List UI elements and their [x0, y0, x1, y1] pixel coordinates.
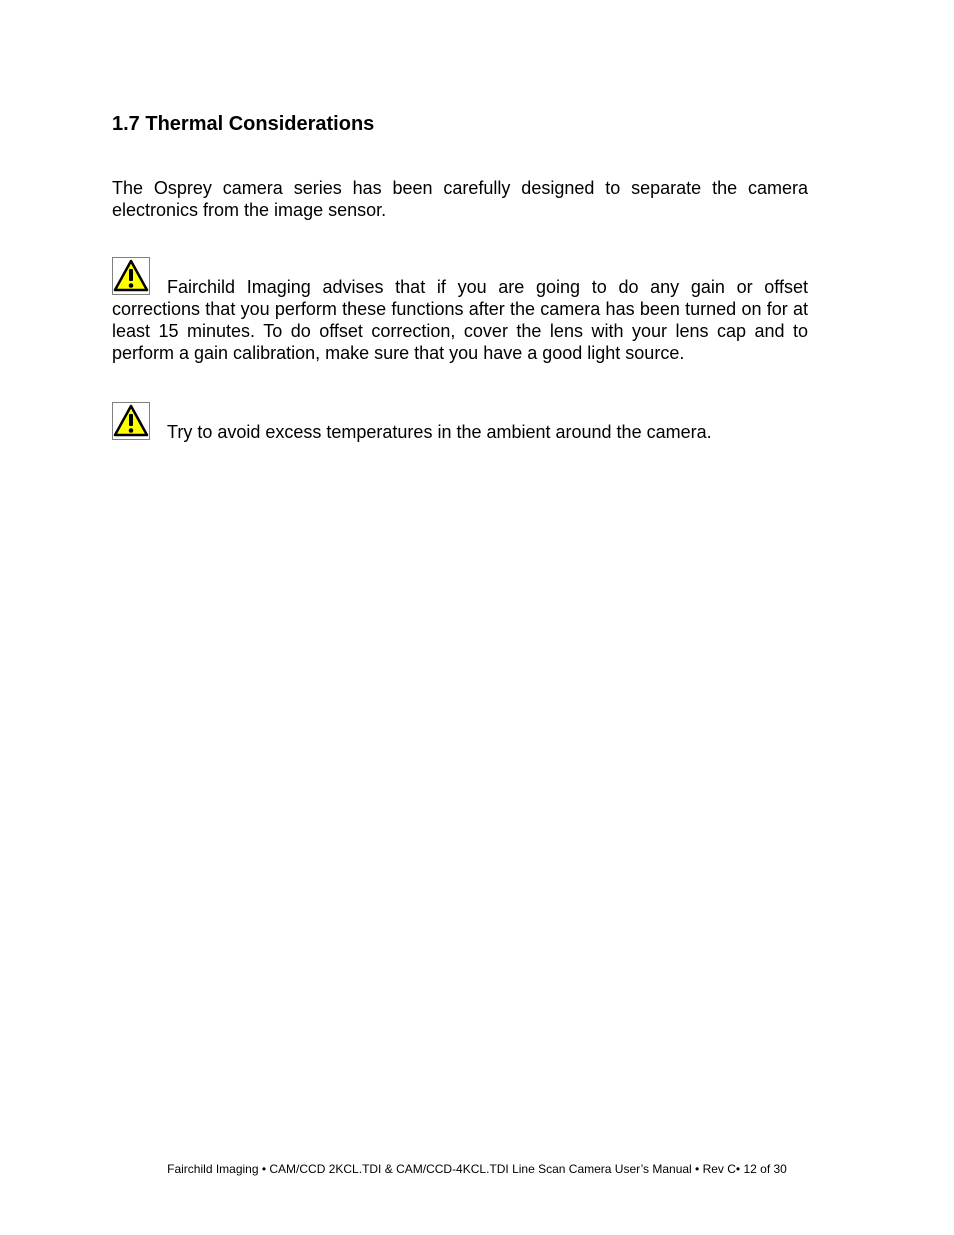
warning-note-2 — [112, 400, 808, 443]
intro-paragraph: The Osprey camera series has been carefully designed to separate the camera electronics from the image sensor. — [112, 178, 808, 220]
warning-note-1 — [112, 255, 808, 364]
section-heading: 1.7 Thermal Considerations — [112, 113, 375, 135]
page-footer: Fairchild Imaging • CAM/CCD 2KCL.TDI & CAM/CCD-4KCL.TDI Line Scan Camera User’s Manual • Rev C• 12 of 30 — [167, 1162, 787, 1176]
warning-icon — [112, 402, 150, 440]
warning-text-2: Try to avoid excess temperatures in the ambient around the camera. — [167, 422, 712, 442]
warning-text-1: Fairchild Imaging advises that if you are going to do any gain or offset corrections that you perform these functions after the camera has been turned on for at least 15 minutes. To do offset correction, cover the lens with your lens cap and to perform a gain calibration, make sure that you have a good light source. — [112, 277, 808, 363]
warning-icon — [112, 257, 150, 295]
